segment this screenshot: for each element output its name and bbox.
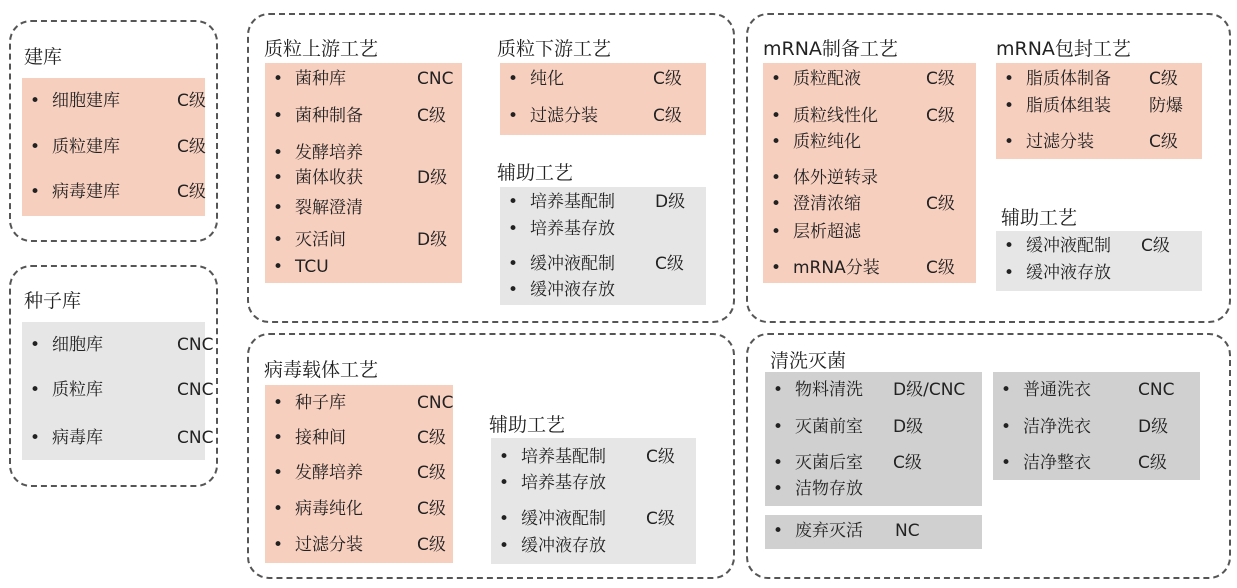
plasmid-upstream-item-grade: D级: [417, 230, 448, 250]
mrna-prep-item-label: 质粒线性化: [793, 106, 878, 126]
plasmid-upstream-item-grade: D级: [417, 168, 448, 188]
virus-aux-item: [491, 535, 696, 557]
bullet-icon: [273, 498, 283, 520]
plasmid-upstream-item: [265, 105, 462, 127]
plasmid-downstream-item-grade: C级: [653, 69, 682, 89]
clean-right-box: [993, 372, 1200, 480]
bullet-icon: [773, 520, 783, 542]
zhongziku-item-label: 病毒库: [52, 428, 103, 448]
zhongziku-title: 种子库: [24, 290, 82, 312]
clean-waste-item-label: 废弃灭活: [795, 521, 863, 541]
clean-left-item: [765, 478, 982, 500]
mrna-aux-box: [996, 231, 1202, 291]
virus-aux-box: [491, 438, 696, 564]
bullet-icon: [1004, 235, 1014, 257]
clean-waste-box: [765, 515, 982, 549]
mrna-prep-item-grade: C级: [926, 194, 955, 214]
bullet-icon: [499, 508, 509, 530]
clean-left-box: [765, 372, 982, 506]
plasmid-aux-item-label: 缓冲液存放: [530, 280, 615, 300]
mrna-encap-item-grade: C级: [1149, 132, 1178, 152]
bullet-icon: [30, 427, 40, 449]
plasmid-upstream-title: 质粒上游工艺: [264, 38, 379, 60]
bullet-icon: [771, 221, 781, 243]
plasmid-upstream-item-label: TCU: [295, 257, 329, 277]
jianku-box: [22, 78, 205, 216]
mrna-prep-title: mRNA制备工艺: [763, 38, 898, 60]
zhongziku-item-label: 细胞库: [52, 335, 103, 355]
zhongziku-item-grade: CNC: [177, 335, 214, 355]
virus-item: [265, 498, 453, 520]
virus-item-label: 种子库: [295, 393, 346, 413]
bullet-icon: [508, 191, 518, 213]
mrna-encap-item-label: 脂质体制备: [1026, 69, 1111, 89]
mrna-prep-item-label: mRNA分装: [793, 258, 880, 278]
bullet-icon: [273, 256, 283, 278]
virus-aux-item-label: 缓冲液配制: [521, 509, 606, 529]
bullet-icon: [30, 136, 40, 158]
mrna-encap-item: [996, 95, 1202, 117]
bullet-icon: [499, 535, 509, 557]
bullet-icon: [771, 68, 781, 90]
plasmid-upstream-item-label: 灭活间: [295, 230, 346, 250]
plasmid-aux-item-label: 培养基存放: [530, 219, 615, 239]
clean-right-item-grade: D级: [1138, 417, 1169, 437]
jianku-item-grade: C级: [177, 182, 206, 202]
plasmid-aux-item-label: 培养基配制: [530, 192, 615, 212]
clean-left-item-label: 物料清洗: [795, 380, 863, 400]
clean-left-item-grade: C级: [893, 453, 922, 473]
plasmid-upstream-item: [265, 256, 462, 278]
virus-item-grade: C级: [417, 463, 446, 483]
jianku-item: [22, 181, 205, 203]
virus-item-label: 发酵培养: [295, 463, 363, 483]
bullet-icon: [508, 105, 518, 127]
clean-right-item-grade: CNC: [1138, 380, 1175, 400]
plasmid-aux-item: [500, 279, 706, 301]
clean-right-item: [993, 452, 1200, 474]
bullet-icon: [508, 253, 518, 275]
mrna-encap-item: [996, 131, 1202, 153]
plasmid-upstream-item: [265, 229, 462, 251]
plasmid-upstream-item: [265, 68, 462, 90]
mrna-encap-item-label: 过滤分装: [1026, 132, 1094, 152]
zhongziku-item: [22, 379, 214, 401]
bullet-icon: [771, 131, 781, 153]
mrna-prep-box: [763, 63, 976, 283]
mrna-prep-item-grade: C级: [926, 69, 955, 89]
mrna-prep-item-label: 层析超滤: [793, 222, 861, 242]
plasmid-downstream-item-grade: C级: [653, 106, 682, 126]
virus-aux-item: [491, 472, 696, 494]
mrna-prep-item: [763, 131, 976, 153]
bullet-icon: [499, 446, 509, 468]
bullet-icon: [30, 90, 40, 112]
plasmid-downstream-box: [500, 63, 706, 135]
plasmid-downstream-item: [500, 105, 706, 127]
bullet-icon: [273, 105, 283, 127]
bullet-icon: [508, 279, 518, 301]
mrna-prep-item: [763, 257, 976, 279]
bullet-icon: [773, 452, 783, 474]
bullet-icon: [1004, 131, 1014, 153]
bullet-icon: [30, 334, 40, 356]
virus-item-label: 病毒纯化: [295, 499, 363, 519]
clean-title: 清洗灭菌: [770, 350, 847, 372]
zhongziku-item-grade: CNC: [177, 428, 214, 448]
bullet-icon: [773, 478, 783, 500]
plasmid-aux-box: [500, 187, 706, 305]
mrna-prep-item-label: 质粒配液: [793, 69, 861, 89]
bullet-icon: [273, 427, 283, 449]
virus-item: [265, 392, 453, 414]
virus-aux-item: [491, 446, 696, 468]
plasmid-downstream-title: 质粒下游工艺: [497, 38, 612, 60]
plasmid-aux-item: [500, 218, 706, 240]
plasmid-upstream-item-label: 裂解澄清: [295, 198, 363, 218]
plasmid-upstream-item: [265, 142, 462, 164]
mrna-prep-item-grade: C级: [926, 106, 955, 126]
mrna-prep-item-label: 澄清浓缩: [793, 194, 861, 214]
mrna-encap-item-label: 脂质体组装: [1026, 96, 1111, 116]
plasmid-downstream-item: [500, 68, 706, 90]
virus-item-label: 过滤分装: [295, 535, 363, 555]
bullet-icon: [273, 167, 283, 189]
mrna-encap-box: [996, 63, 1202, 159]
plasmid-upstream-item-label: 菌种库: [295, 69, 346, 89]
virus-item-grade: C级: [417, 499, 446, 519]
clean-right-item: [993, 416, 1200, 438]
clean-right-item: [993, 379, 1200, 401]
plasmid-aux-item: [500, 253, 706, 275]
virus-title: 病毒载体工艺: [264, 359, 379, 381]
plasmid-aux-title: 辅助工艺: [497, 162, 574, 184]
zhongziku-item-grade: CNC: [177, 380, 214, 400]
bullet-icon: [1004, 95, 1014, 117]
mrna-aux-item-grade: C级: [1141, 236, 1170, 256]
bullet-icon: [508, 68, 518, 90]
plasmid-upstream-item: [265, 197, 462, 219]
virus-item-grade: C级: [417, 428, 446, 448]
bullet-icon: [273, 142, 283, 164]
mrna-aux-item-label: 缓冲液配制: [1026, 236, 1111, 256]
plasmid-aux-item-grade: C级: [655, 254, 684, 274]
bullet-icon: [1004, 68, 1014, 90]
bullet-icon: [30, 379, 40, 401]
mrna-aux-title: 辅助工艺: [1001, 207, 1078, 229]
jianku-item: [22, 136, 205, 158]
mrna-prep-item-grade: C级: [926, 258, 955, 278]
clean-left-item: [765, 416, 982, 438]
mrna-prep-item: [763, 68, 976, 90]
bullet-icon: [273, 229, 283, 251]
jianku-item-label: 质粒建库: [52, 137, 120, 157]
jianku-item: [22, 90, 205, 112]
bullet-icon: [1001, 452, 1011, 474]
bullet-icon: [1004, 262, 1014, 284]
plasmid-upstream-item-label: 发酵培养: [295, 143, 363, 163]
bullet-icon: [773, 379, 783, 401]
bullet-icon: [273, 197, 283, 219]
zhongziku-box: [22, 322, 214, 460]
clean-right-item-label: 洁净洗衣: [1023, 417, 1091, 437]
virus-item: [265, 462, 453, 484]
virus-aux-item-grade: C级: [646, 509, 675, 529]
virus-item-grade: C级: [417, 535, 446, 555]
plasmid-upstream-item: [265, 167, 462, 189]
clean-left-item: [765, 452, 982, 474]
mrna-prep-item: [763, 193, 976, 215]
virus-item-label: 接种间: [295, 428, 346, 448]
clean-waste-item-grade: NC: [895, 521, 920, 541]
plasmid-upstream-item-label: 菌体收获: [295, 168, 363, 188]
bullet-icon: [273, 534, 283, 556]
bullet-icon: [771, 167, 781, 189]
mrna-aux-item: [996, 235, 1202, 257]
virus-aux-item-label: 缓冲液存放: [521, 536, 606, 556]
bullet-icon: [1001, 416, 1011, 438]
mrna-encap-item-grade: 防爆: [1149, 96, 1183, 116]
jianku-item-grade: C级: [177, 91, 206, 111]
zhongziku-item: [22, 427, 214, 449]
virus-aux-title: 辅助工艺: [489, 414, 566, 436]
clean-waste-item: [765, 520, 982, 542]
jianku-item-label: 病毒建库: [52, 182, 120, 202]
plasmid-downstream-item-label: 过滤分装: [530, 106, 598, 126]
bullet-icon: [771, 105, 781, 127]
plasmid-downstream-item-label: 纯化: [530, 69, 564, 89]
zhongziku-item: [22, 334, 214, 356]
bullet-icon: [773, 416, 783, 438]
plasmid-upstream-item-grade: CNC: [417, 69, 454, 89]
plasmid-upstream-box: [265, 63, 462, 283]
plasmid-upstream-item-grade: C级: [417, 106, 446, 126]
clean-left-item: [765, 379, 982, 401]
mrna-prep-item: [763, 105, 976, 127]
bullet-icon: [771, 193, 781, 215]
plasmid-aux-item-grade: D级: [655, 192, 686, 212]
virus-item: [265, 427, 453, 449]
clean-left-item-grade: D级/CNC: [893, 380, 966, 400]
mrna-encap-item: [996, 68, 1202, 90]
jianku-title: 建库: [24, 46, 63, 68]
plasmid-upstream-item-label: 菌种制备: [295, 106, 363, 126]
zhongziku-item-label: 质粒库: [52, 380, 103, 400]
clean-right-item-label: 普通洗衣: [1023, 380, 1091, 400]
virus-aux-item-grade: C级: [646, 447, 675, 467]
mrna-aux-item: [996, 262, 1202, 284]
bullet-icon: [273, 462, 283, 484]
clean-right-item-grade: C级: [1138, 453, 1167, 473]
virus-box: [265, 385, 453, 563]
virus-aux-item-label: 培养基存放: [521, 473, 606, 493]
mrna-prep-item-label: 体外逆转录: [793, 168, 878, 188]
mrna-encap-item-grade: C级: [1149, 69, 1178, 89]
bullet-icon: [273, 392, 283, 414]
bullet-icon: [508, 218, 518, 240]
virus-item-grade: CNC: [417, 393, 454, 413]
virus-item: [265, 534, 453, 556]
virus-aux-item: [491, 508, 696, 530]
bullet-icon: [1001, 379, 1011, 401]
clean-right-item-label: 洁净整衣: [1023, 453, 1091, 473]
plasmid-aux-item-label: 缓冲液配制: [530, 254, 615, 274]
mrna-encap-title: mRNA包封工艺: [996, 38, 1131, 60]
clean-left-item-label: 灭菌后室: [795, 453, 863, 473]
bullet-icon: [499, 472, 509, 494]
clean-left-item-label: 洁物存放: [795, 479, 863, 499]
plasmid-aux-item: [500, 191, 706, 213]
mrna-prep-item-label: 质粒纯化: [793, 132, 861, 152]
jianku-item-label: 细胞建库: [52, 91, 120, 111]
mrna-prep-item: [763, 167, 976, 189]
mrna-aux-item-label: 缓冲液存放: [1026, 263, 1111, 283]
virus-aux-item-label: 培养基配制: [521, 447, 606, 467]
mrna-prep-item: [763, 221, 976, 243]
bullet-icon: [771, 257, 781, 279]
clean-left-item-grade: D级: [893, 417, 924, 437]
jianku-item-grade: C级: [177, 137, 206, 157]
clean-left-item-label: 灭菌前室: [795, 417, 863, 437]
bullet-icon: [30, 181, 40, 203]
bullet-icon: [273, 68, 283, 90]
